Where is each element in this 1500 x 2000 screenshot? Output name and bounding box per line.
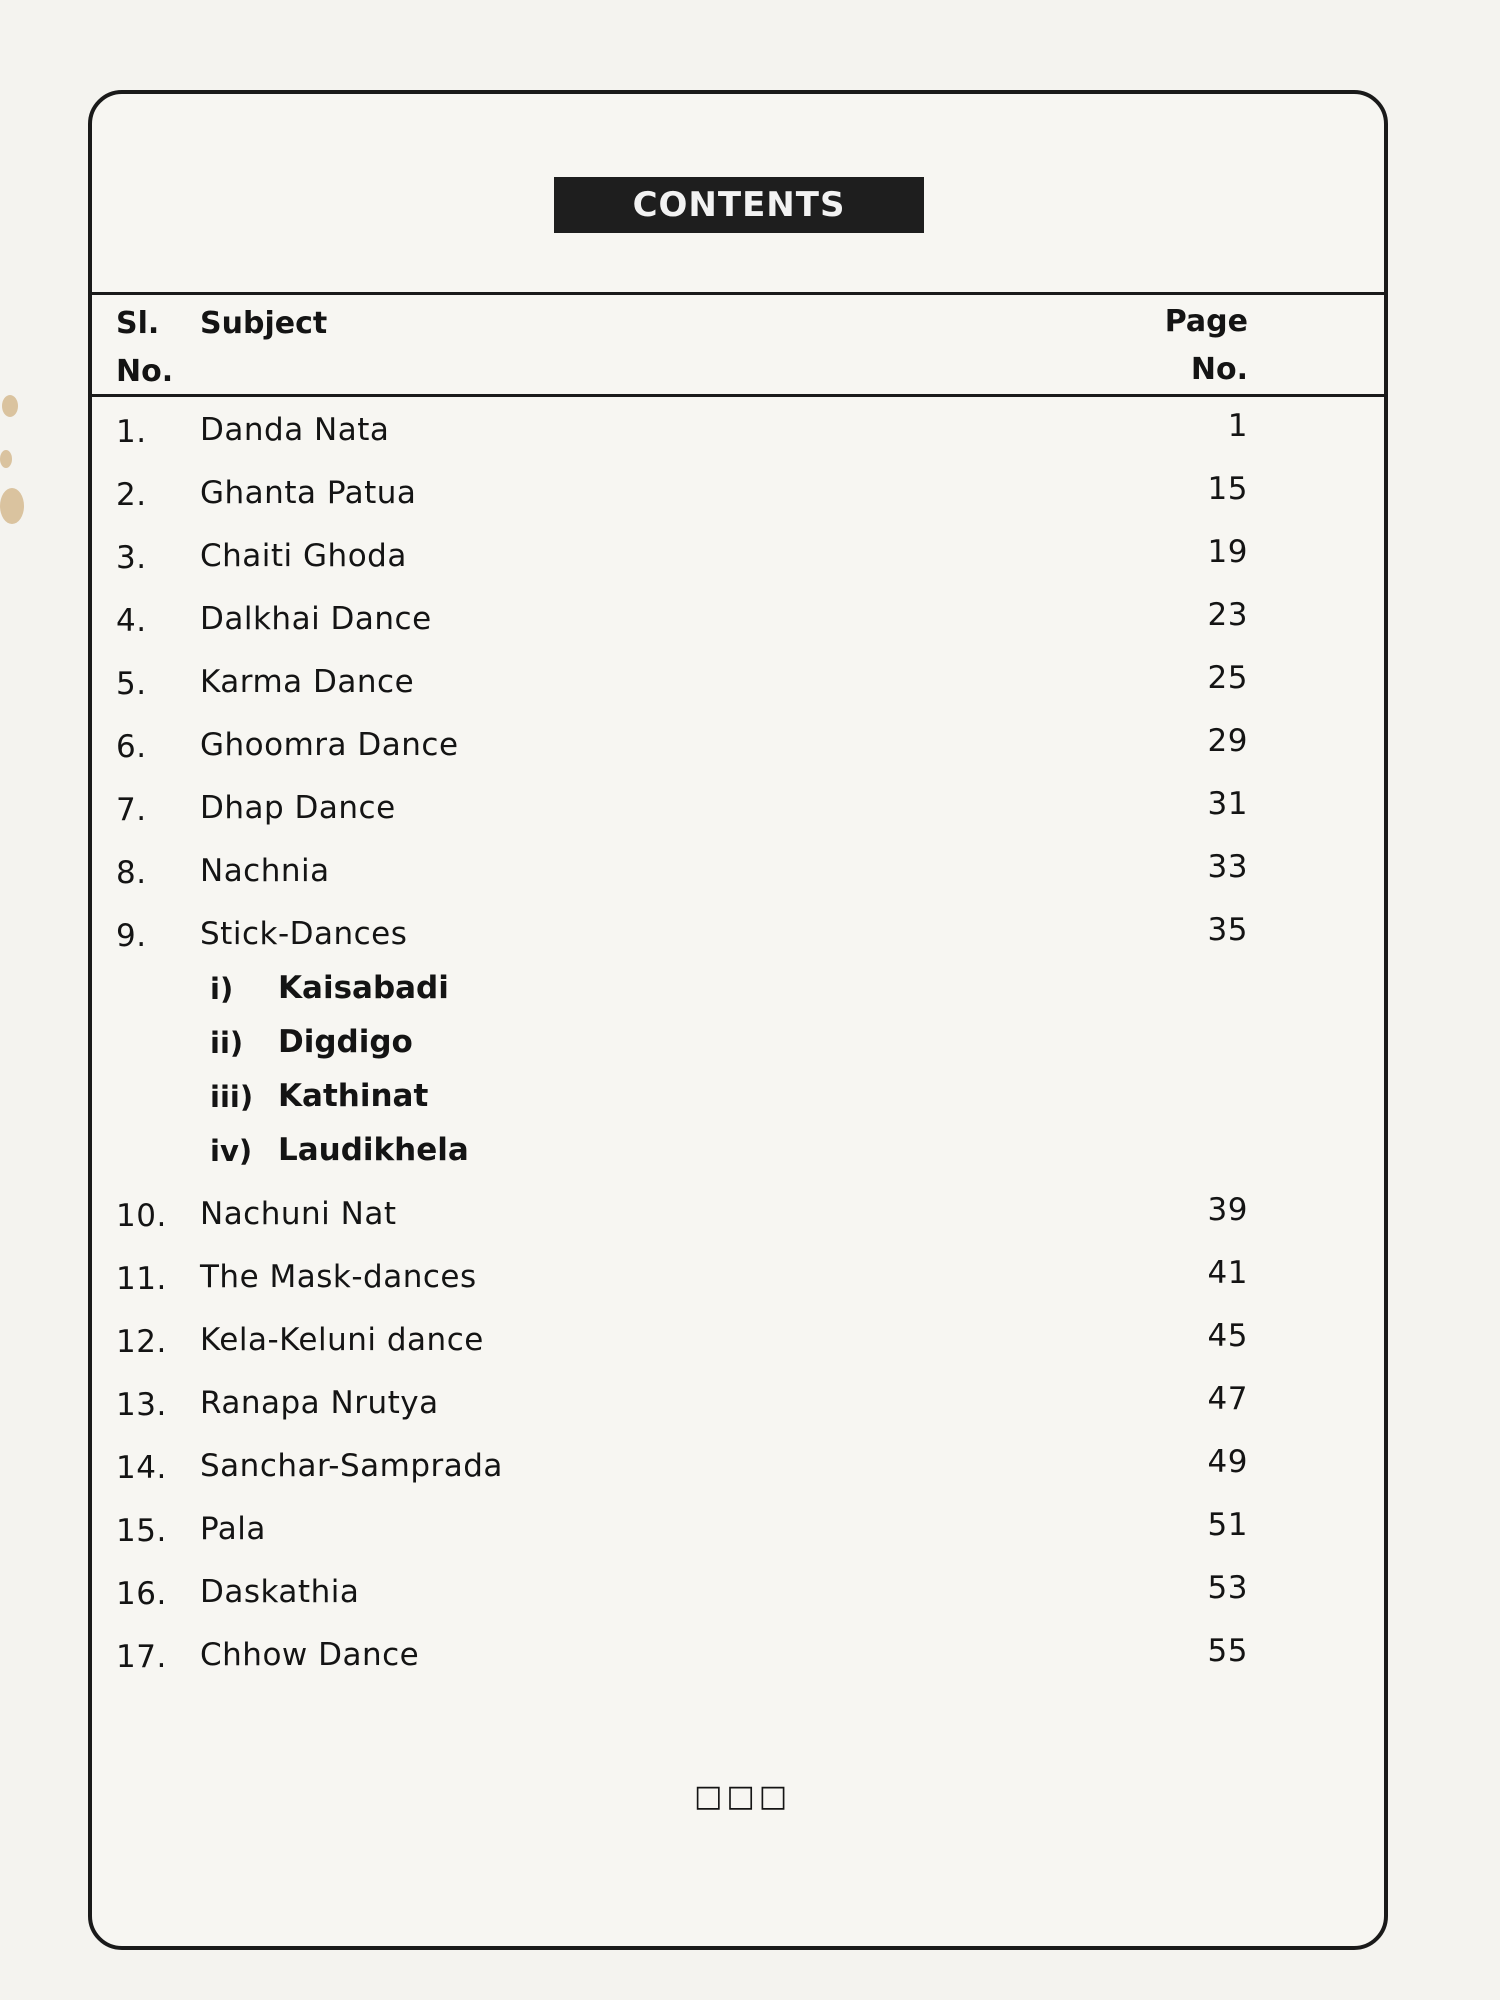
toc-entry [92,1442,1384,1492]
toc-entry [92,469,1384,519]
entry-page: 23 [1207,597,1248,633]
entry-subject: Ghoomra Dance [200,727,459,763]
entry-subject: Danda Nata [200,412,390,448]
toc-entry [92,1253,1384,1303]
entry-page: 19 [1207,534,1248,570]
subentry-numeral: iv) [210,1134,253,1168]
entry-number: 12. [116,1324,167,1360]
entry-subject: Dhap Dance [200,790,396,826]
entry-number: 2. [116,477,147,513]
entry-page: 55 [1207,1633,1248,1669]
entry-page: 51 [1207,1507,1248,1543]
subentry-text: Laudikhela [278,1132,469,1168]
subentry-text: Kaisabadi [278,970,449,1006]
toc-entry [92,784,1384,834]
paper-stain [0,488,24,524]
toc-entry [92,1190,1384,1240]
header-top-rule [92,292,1384,295]
entry-page: 35 [1207,912,1248,948]
paper-stain [2,395,18,417]
toc-entry [92,1379,1384,1429]
toc-entry [92,406,1384,456]
entry-page: 41 [1207,1255,1248,1291]
entry-page: 15 [1207,471,1248,507]
entry-number: 4. [116,603,147,639]
entry-subject: Nachnia [200,853,330,889]
entry-number: 8. [116,855,147,891]
entry-number: 3. [116,540,147,576]
toc-entry [92,847,1384,897]
entry-subject: Nachuni Nat [200,1196,397,1232]
entry-number: 16. [116,1576,167,1612]
entry-page: 45 [1207,1318,1248,1354]
toc-entry [92,1631,1384,1681]
header-sl-line2: No. [116,354,174,389]
entry-page: 29 [1207,723,1248,759]
entry-subject: Chaiti Ghoda [200,538,407,574]
entry-page: 47 [1207,1381,1248,1417]
header-page-no [1165,298,1248,394]
entry-subject: Ghanta Patua [200,475,417,511]
toc-entry [92,658,1384,708]
header-bottom-rule [92,394,1384,397]
entry-page: 53 [1207,1570,1248,1606]
entry-page: 25 [1207,660,1248,696]
entry-subject: The Mask-dances [200,1259,477,1295]
entry-page: 31 [1207,786,1248,822]
entry-number: 10. [116,1198,167,1234]
header-sl-line1: Sl. [116,306,160,341]
toc-entry [92,721,1384,771]
subentry-numeral: iii) [210,1080,254,1114]
entry-subject: Dalkhai Dance [200,601,432,637]
entry-number: 9. [116,918,147,954]
subentry-text: Kathinat [278,1078,429,1114]
entry-subject: Daskathia [200,1574,360,1610]
entry-page: 33 [1207,849,1248,885]
toc-entry [92,1316,1384,1366]
toc-entry [92,910,1384,960]
paper-stain [0,450,12,468]
entry-number: 5. [116,666,147,702]
entry-subject: Sanchar-Samprada [200,1448,503,1484]
subentry-text: Digdigo [278,1024,413,1060]
entry-number: 14. [116,1450,167,1486]
toc-entry [92,532,1384,582]
end-ornament: □□□ [694,1779,792,1814]
subentry-numeral: i) [210,972,234,1006]
contents-title: CONTENTS [554,177,924,233]
entry-subject: Stick-Dances [200,916,408,952]
entry-subject: Chhow Dance [200,1637,420,1673]
entry-subject: Ranapa Nrutya [200,1385,439,1421]
entry-subject: Kela-Keluni dance [200,1322,484,1358]
entry-page: 39 [1207,1192,1248,1228]
subentry-numeral: ii) [210,1026,244,1060]
entry-number: 15. [116,1513,167,1549]
entry-number: 1. [116,414,147,450]
header-page-line1: Page [1164,304,1248,339]
header-subject: Subject [200,306,328,341]
entry-subject: Karma Dance [200,664,415,700]
toc-entry [92,1568,1384,1618]
header-page-line2: No. [1190,352,1248,387]
contents-frame [88,90,1388,1950]
entry-page: 1 [1227,408,1248,444]
entry-number: 13. [116,1387,167,1423]
toc-entry [92,595,1384,645]
entry-page: 49 [1207,1444,1248,1480]
entry-number: 17. [116,1639,167,1675]
entry-number: 6. [116,729,147,765]
header-sl-no [116,300,173,396]
entry-number: 11. [116,1261,167,1297]
entry-number: 7. [116,792,147,828]
toc-entry [92,1505,1384,1555]
entry-subject: Pala [200,1511,266,1547]
